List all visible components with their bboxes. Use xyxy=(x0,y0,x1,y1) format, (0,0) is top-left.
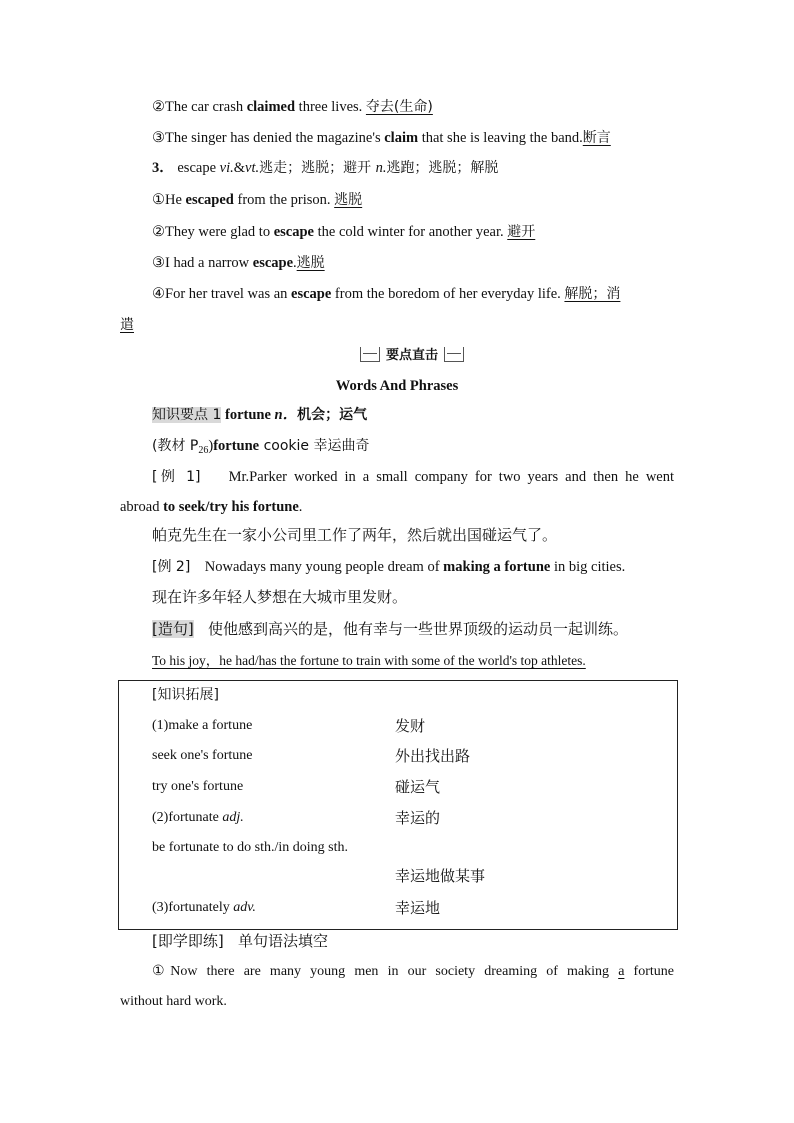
question-text: fortune xyxy=(624,964,674,979)
expansion-row-en xyxy=(152,808,244,828)
keyword: claim xyxy=(384,130,419,146)
example-1-translation: 帕克先生在一家小公司里工作了两年，然后就出国碰运气了。 xyxy=(152,526,558,544)
source-text: cookie 幸运曲奇 xyxy=(259,438,370,454)
answer: 逃脱 xyxy=(334,192,363,208)
part-of-speech: adj. xyxy=(222,810,244,825)
expansion-term: (3)fortunately xyxy=(152,900,234,915)
practice-subtitle: 单句语法填空 xyxy=(238,932,329,950)
part-of-speech: adv. xyxy=(233,900,256,915)
expansion-term: (2)fortunate xyxy=(152,810,223,825)
expansion-row-cn: 外出找出路 xyxy=(395,747,471,765)
ampersand: & xyxy=(233,160,246,176)
example-label: [例 2] xyxy=(152,559,191,575)
headword: fortune xyxy=(221,407,275,423)
example-text: from the prison. xyxy=(233,192,335,208)
example-text: in big cities. xyxy=(550,559,626,575)
knowledge-point-tag: 知识要点 1 xyxy=(152,407,222,423)
keyword: claimed xyxy=(246,99,296,115)
banner-title: 要点直击 xyxy=(385,348,438,363)
answer-blank: a xyxy=(618,964,625,979)
keyword: escape xyxy=(273,224,314,240)
meaning: 机会；运气 xyxy=(297,407,368,423)
answer: 夺去(生命) xyxy=(365,99,433,115)
keyword: fortune xyxy=(213,438,260,454)
part-of-speech: n. xyxy=(375,160,387,176)
escape-example-2 xyxy=(152,222,535,242)
part-of-speech: vi. xyxy=(219,160,234,176)
answer: 解脱；消 xyxy=(564,286,621,302)
example-number: ① xyxy=(152,192,165,208)
practice-question-1-line-2: without hard work. xyxy=(120,994,227,1009)
example-number: ③ xyxy=(152,130,165,146)
question-number: ① xyxy=(152,964,171,979)
practice-label: [即学即练] xyxy=(152,932,224,950)
example-text: three lives. xyxy=(295,99,366,115)
escape-heading xyxy=(152,158,498,178)
example-text: The car crash xyxy=(165,99,247,115)
example-text: He xyxy=(165,192,186,208)
meaning: 逃走；逃脱；避开 xyxy=(259,160,376,176)
example-1-line-1 xyxy=(120,467,674,487)
example-text: the cold winter for another year. xyxy=(313,224,508,240)
practice-question-1-line-1 xyxy=(120,962,674,982)
escape-example-4-continued xyxy=(120,315,134,335)
escape-example-4 xyxy=(152,284,620,304)
page-number: 26 xyxy=(198,445,209,456)
example-text: Mr.Parker worked in a small company for two years and then he went xyxy=(228,469,675,485)
expansion-row-cn: 发财 xyxy=(395,717,426,735)
keyword: making a fortune xyxy=(443,559,551,575)
keyword: escaped xyxy=(185,192,234,208)
banner-left-ornament xyxy=(360,347,380,362)
claim-example-2 xyxy=(152,97,433,117)
example-text: I had a narrow xyxy=(165,255,253,271)
example-text: The singer has denied the magazine's xyxy=(165,130,385,146)
source-paren: ) xyxy=(208,438,214,454)
keyword: to seek/try his fortune xyxy=(163,499,299,515)
keyword: escape xyxy=(291,286,332,302)
answer: 避开 xyxy=(507,224,536,240)
expansion-row-cn: 幸运地做某事 xyxy=(395,867,486,885)
example-number: ② xyxy=(152,224,165,240)
example-text: . xyxy=(293,255,297,271)
section-banner xyxy=(360,347,464,363)
example-label: [例 1] xyxy=(152,469,201,485)
example-text: abroad xyxy=(120,499,164,515)
answer: 断言 xyxy=(582,130,611,146)
expansion-title: [知识拓展] xyxy=(152,687,219,703)
banner-right-ornament xyxy=(444,347,464,362)
example-text: . xyxy=(298,499,303,515)
claim-example-3 xyxy=(152,128,611,148)
item-number: 3． xyxy=(152,160,174,176)
part-of-speech: vt. xyxy=(245,160,260,176)
escape-example-3 xyxy=(152,253,325,273)
answer: 遣 xyxy=(120,317,134,333)
expansion-row-en: be fortunate to do sth./in doing sth. xyxy=(152,840,348,855)
meaning: 逃跑；逃脱；解脱 xyxy=(386,160,499,176)
example-2-translation: 现在许多年轻人梦想在大城市里发财。 xyxy=(152,588,408,606)
sentence-making-prompt: 使他感到高兴的是，他有幸与一些世界顶级的运动员一起训练。 xyxy=(208,620,629,638)
example-text: that she is leaving the band. xyxy=(418,130,583,146)
expansion-row-en: try one's fortune xyxy=(152,779,244,794)
textbook-source xyxy=(152,436,369,461)
expansion-row-en xyxy=(152,898,256,918)
expansion-row-en: seek one's fortune xyxy=(152,748,253,763)
example-number: ④ xyxy=(152,286,165,302)
example-text: from the boredom of her everyday life. xyxy=(331,286,565,302)
example-text: They were glad to xyxy=(165,224,274,240)
expansion-row-cn: 幸运地 xyxy=(395,899,441,917)
example-1-line-2 xyxy=(120,497,302,517)
section-title: Words And Phrases xyxy=(335,378,459,394)
expansion-row-cn: 幸运的 xyxy=(395,809,441,827)
escape-example-1 xyxy=(152,190,362,210)
answer: 逃脱 xyxy=(296,255,325,271)
knowledge-point-heading xyxy=(152,405,367,425)
example-text: For her travel was an xyxy=(165,286,292,302)
headword: escape xyxy=(173,160,220,176)
part-of-speech: n． xyxy=(274,407,298,423)
question-text: Now there are many young men in our society dreaming of making xyxy=(170,964,619,979)
example-text: Nowadays many young people dream of xyxy=(204,559,444,575)
sentence-making-answer: To his joy，he had/has the fortune to train with some of the world's top athletes. xyxy=(152,653,586,668)
expansion-row-cn: 碰运气 xyxy=(395,778,441,796)
example-2 xyxy=(152,557,625,577)
example-number: ② xyxy=(152,99,165,115)
expansion-row-en: (1)make a fortune xyxy=(152,718,253,733)
example-number: ③ xyxy=(152,255,165,271)
source-label: (教材 P xyxy=(152,438,199,454)
practice-heading xyxy=(152,931,328,951)
sentence-making xyxy=(152,619,628,639)
keyword: escape xyxy=(252,255,294,271)
sentence-making-label: [造句] xyxy=(152,620,194,638)
